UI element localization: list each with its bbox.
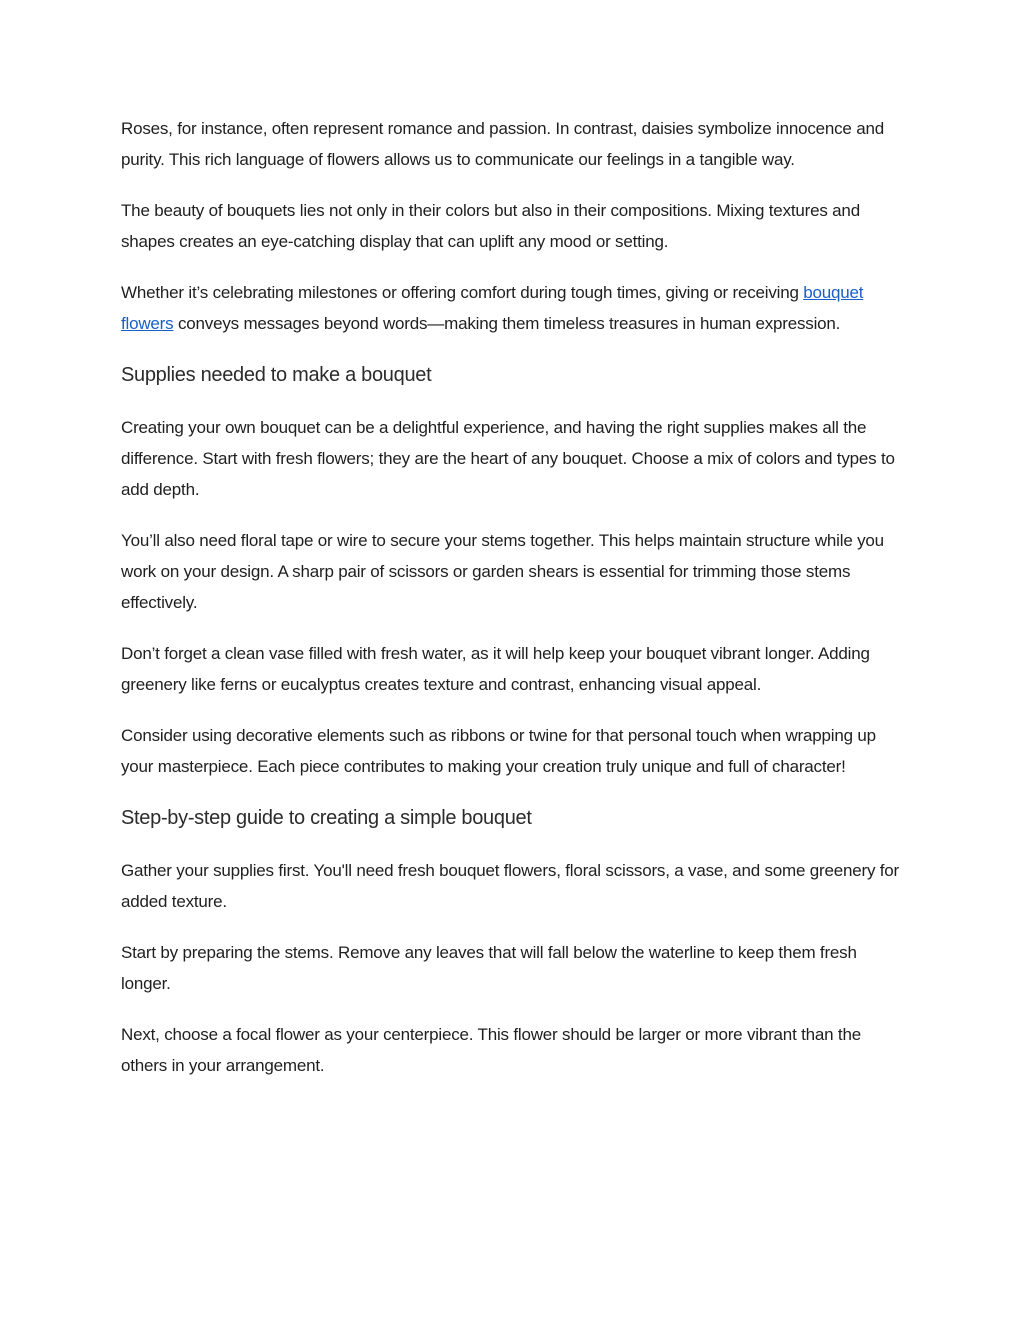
paragraph-focal-flower: Next, choose a focal flower as your centerpiece. This flower should be larger or more vibrant than the others in your arrangement.: [121, 1025, 861, 1075]
paragraph-milestones-text-end: conveys messages beyond words—making them timeless treasures in human expression.: [173, 314, 841, 333]
heading-supplies: Supplies needed to make a bouquet: [121, 364, 432, 386]
paragraph-creating-bouquet: Creating your own bouquet can be a delightful experience, and having the right supplies makes all the difference. Start with fresh flowers; they are the heart of any bouquet. Choose a mix of colors and types to add depth.: [121, 418, 895, 499]
paragraph-bouquet-beauty: The beauty of bouquets lies not only in their colors but also in their compositions. Mixing textures and shapes creates an eye-catching display that can uplift any mood or setting.: [121, 201, 860, 251]
paragraph-prepare-stems: Start by preparing the stems. Remove any leaves that will fall below the waterline to keep them fresh longer.: [121, 943, 857, 993]
heading-step-by-step: Step-by-step guide to creating a simple bouquet: [121, 807, 532, 829]
paragraph-roses: Roses, for instance, often represent romance and passion. In contrast, daisies symbolize innocence and purity. This rich language of flowers allows us to communicate our feelings in a tangible way.: [121, 119, 884, 169]
document-page: [121, 113, 907, 1101]
paragraph-gather-supplies: Gather your supplies first. You'll need fresh bouquet flowers, floral scissors, a vase, and some greenery for added texture.: [121, 861, 900, 911]
paragraph-clean-vase: Don’t forget a clean vase filled with fresh water, as it will help keep your bouquet vibrant longer. Adding greenery like ferns or eucalyptus creates texture and contrast, enhancing visual appeal.: [121, 644, 870, 694]
paragraph-milestones-text-start: Whether it’s celebrating milestones or offering comfort during tough times, giving or receiving: [121, 283, 804, 302]
paragraph-milestones: [121, 277, 907, 339]
bouquet-flowers-link[interactable]: bouquet flowers: [121, 283, 864, 333]
paragraph-floral-tape: You’ll also need floral tape or wire to secure your stems together. This helps maintain structure while you work on your design. A sharp pair of scissors or garden shears is essential for trimming those stems effectively.: [121, 531, 884, 612]
paragraph-decorative-elements: Consider using decorative elements such as ribbons or twine for that personal touch when wrapping up your masterpiece. Each piece contributes to making your creation truly unique and full of character!: [121, 726, 876, 776]
